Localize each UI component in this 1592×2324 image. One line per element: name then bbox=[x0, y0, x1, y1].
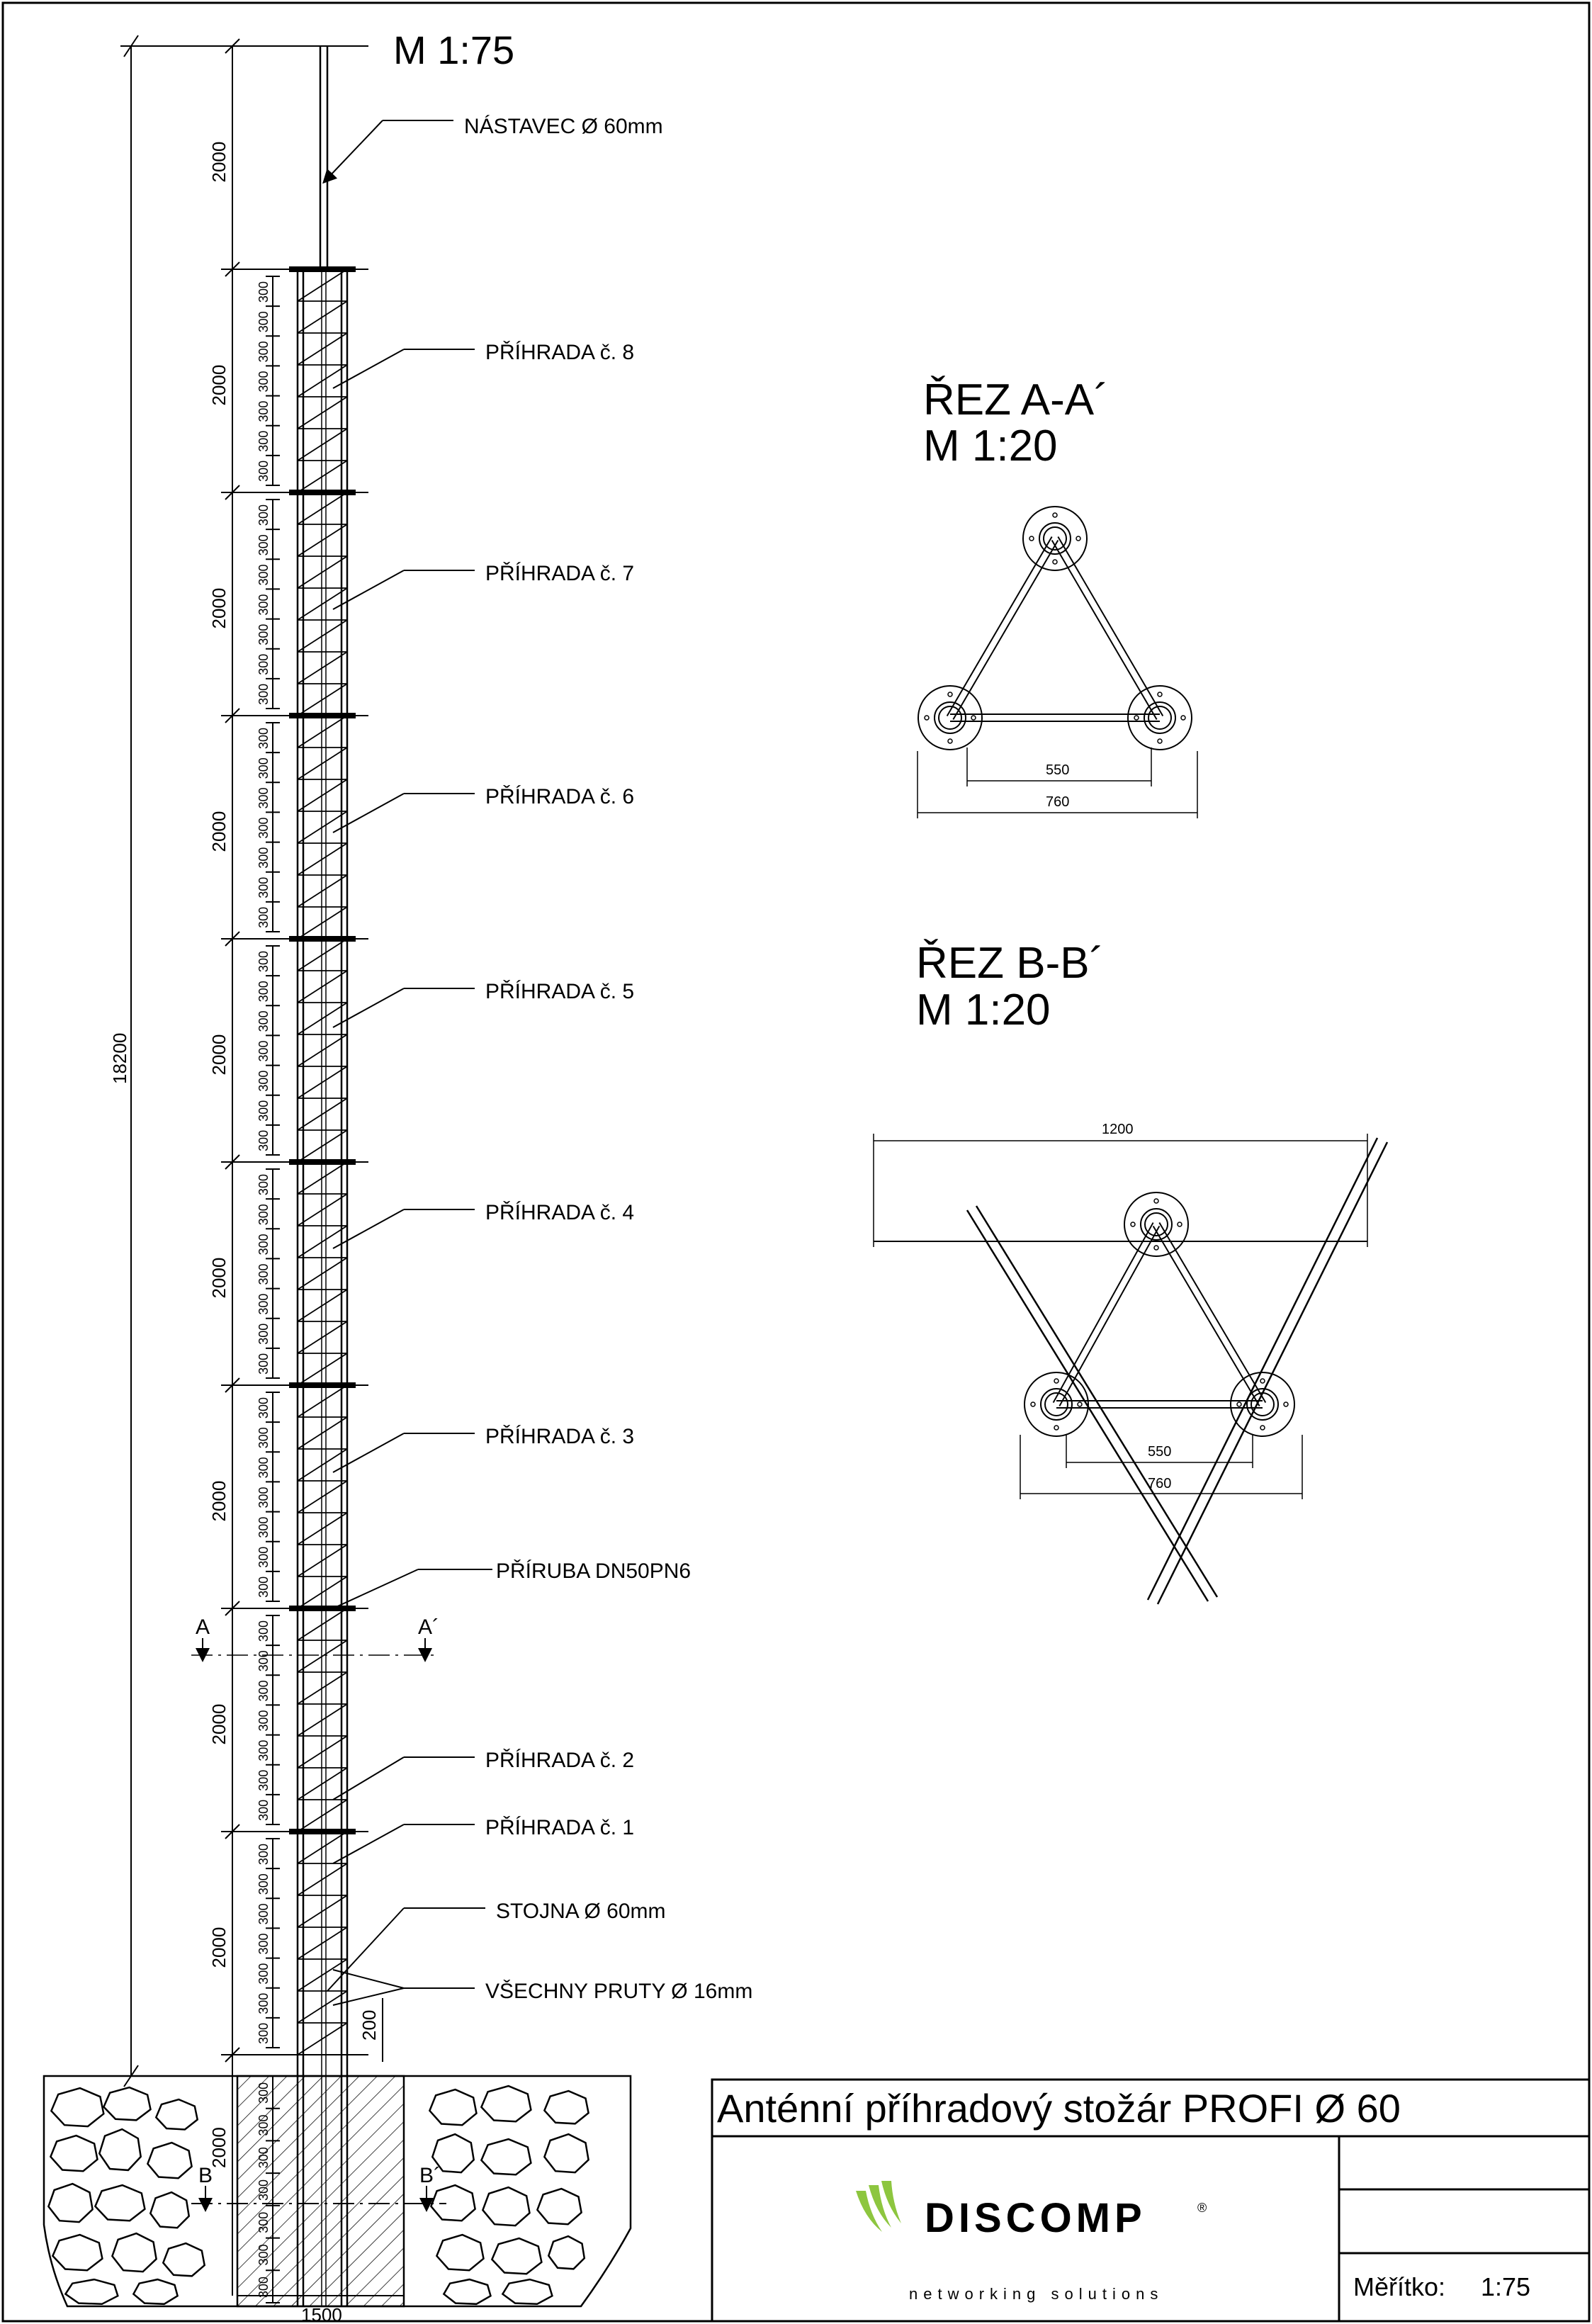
sub-label: 300 bbox=[256, 1040, 271, 1062]
label-flange: PŘÍRUBA DN50PN6 bbox=[496, 1559, 691, 1583]
stone bbox=[481, 2086, 531, 2121]
bb-flange-right-bolt bbox=[1284, 1402, 1288, 1406]
sub-label: 300 bbox=[256, 1100, 271, 1122]
section-b-right: B´ bbox=[419, 2164, 441, 2187]
section-aa-dim-550: 550 bbox=[1046, 762, 1070, 778]
stone bbox=[99, 2129, 140, 2170]
sub-label: 300 bbox=[256, 1323, 271, 1345]
sub-label: 300 bbox=[256, 1293, 271, 1315]
stone bbox=[544, 2134, 588, 2172]
sub-label: 300 bbox=[256, 1129, 271, 1151]
aa-flange-left-bolt bbox=[948, 692, 952, 696]
sub-label: 300 bbox=[256, 1873, 271, 1895]
lattice-diagonal bbox=[298, 907, 347, 939]
lattice-diagonal bbox=[298, 1098, 347, 1130]
sub-label: 300 bbox=[256, 400, 271, 422]
flange-plate bbox=[289, 1606, 356, 1611]
main-scale: M 1:75 bbox=[393, 28, 515, 72]
concrete-footing bbox=[237, 2076, 404, 2306]
lattice-diagonal bbox=[298, 971, 347, 1003]
sub-label: 300 bbox=[256, 906, 271, 928]
label-panel-3: PŘÍHRADA č. 3 bbox=[485, 1425, 635, 1448]
aa-flange-top-bolt bbox=[1076, 536, 1080, 541]
section-aa-scale: M 1:20 bbox=[923, 422, 1058, 470]
segment-label: 2000 bbox=[208, 141, 230, 183]
sub-label: 300 bbox=[256, 787, 271, 809]
bb-flange-top-bolt bbox=[1131, 1222, 1135, 1226]
stone bbox=[502, 2279, 552, 2304]
bb-flange-top-bolt bbox=[1154, 1246, 1158, 1250]
aa-flange-top-bolt bbox=[1053, 560, 1057, 564]
bb-flange-right-bolt bbox=[1260, 1379, 1265, 1383]
aa-flange-left-bolt bbox=[925, 716, 929, 720]
lattice-diagonal bbox=[298, 1991, 347, 2023]
section-bb-dim-1200: 1200 bbox=[1102, 1122, 1134, 1137]
sub-label: 300 bbox=[256, 1174, 271, 1196]
lattice-diagonal bbox=[298, 365, 347, 397]
sub-label: 300 bbox=[256, 1739, 271, 1761]
mast-lattice bbox=[289, 266, 356, 2306]
lattice-diagonal bbox=[298, 1576, 347, 1608]
sub-label: 300 bbox=[256, 1710, 271, 1732]
sub-label: 300 bbox=[256, 653, 271, 675]
panel-leader-diagonal bbox=[333, 1433, 404, 1472]
sub-label: 300 bbox=[256, 847, 271, 869]
lattice-diagonal bbox=[298, 1832, 347, 1863]
sub-label: 300 bbox=[256, 594, 271, 616]
sub-label: 300 bbox=[256, 504, 271, 526]
sub-label: 300 bbox=[256, 728, 271, 750]
lattice-diagonal bbox=[298, 1513, 347, 1545]
aa-flange-left bbox=[918, 686, 982, 750]
aa-flange-right bbox=[1128, 686, 1192, 750]
panel-leader-diagonal bbox=[333, 349, 404, 388]
stone bbox=[492, 2238, 541, 2274]
stone bbox=[51, 2088, 103, 2126]
title-block bbox=[712, 2080, 1589, 2321]
label-extension: NÁSTAVEC Ø 60mm bbox=[464, 115, 663, 138]
lattice-diagonal bbox=[298, 588, 347, 620]
sub-label: 300 bbox=[256, 430, 271, 452]
aa-flange-left-bolt bbox=[948, 739, 952, 743]
discomp-logo-swoosh bbox=[856, 2181, 901, 2232]
stone bbox=[103, 2087, 150, 2120]
sub-label: 300 bbox=[256, 341, 271, 363]
sub-label: 300 bbox=[256, 683, 271, 705]
lattice-diagonal bbox=[298, 397, 347, 429]
lattice-diagonal bbox=[298, 1162, 347, 1194]
lattice-diagonal bbox=[298, 1385, 347, 1417]
lattice-diagonal bbox=[298, 492, 347, 524]
sub-label: 300 bbox=[256, 1903, 271, 1925]
label-panel-2: PŘÍHRADA č. 2 bbox=[485, 1749, 635, 1772]
aa-flange-top bbox=[1023, 507, 1087, 570]
footing-segment-label: 2000 bbox=[208, 2127, 230, 2168]
dim-1500: 1500 bbox=[301, 2304, 342, 2324]
sub-label: 300 bbox=[256, 1427, 271, 1449]
section-bb-dim-760: 760 bbox=[1148, 1476, 1172, 1491]
flange-plate bbox=[289, 490, 356, 495]
stone bbox=[482, 2187, 529, 2226]
label-post: STOJNA Ø 60mm bbox=[496, 1900, 666, 1923]
sub-label: 300 bbox=[256, 1650, 271, 1672]
sub-label: 300 bbox=[256, 876, 271, 898]
label-panel-8: PŘÍHRADA č. 8 bbox=[485, 341, 635, 364]
lower-callouts bbox=[327, 1559, 752, 2005]
stone bbox=[156, 2099, 197, 2129]
lattice-diagonal bbox=[298, 1927, 347, 1959]
sub-label: 300 bbox=[256, 1933, 271, 1955]
sub-label: 300 bbox=[256, 1620, 271, 1642]
bb-flange-top-bolt bbox=[1178, 1222, 1182, 1226]
lattice-diagonal bbox=[298, 1672, 347, 1704]
stone bbox=[544, 2091, 588, 2123]
lattice-diagonal bbox=[298, 875, 347, 907]
stone bbox=[537, 2189, 581, 2224]
aa-flange-right-bolt bbox=[1158, 692, 1162, 696]
lattice-diagonal bbox=[298, 524, 347, 556]
sub-label: 300 bbox=[256, 1992, 271, 2014]
sub-label: 300 bbox=[256, 1070, 271, 1092]
lattice-diagonal bbox=[298, 1066, 347, 1098]
segment-label: 2000 bbox=[208, 1703, 230, 1745]
section-aa-title: ŘEZ A-A´ bbox=[923, 376, 1109, 424]
lattice-diagonal bbox=[298, 269, 347, 301]
lattice-diagonal bbox=[298, 1959, 347, 1991]
segment-label: 2000 bbox=[208, 364, 230, 406]
sub-label: 300 bbox=[256, 1576, 271, 1598]
aa-flange-top-bolt bbox=[1029, 536, 1034, 541]
brand-registered: ® bbox=[1197, 2201, 1207, 2215]
bb-outrigger bbox=[1158, 1142, 1387, 1604]
sub-label: 300 bbox=[256, 1680, 271, 1702]
segment-label: 2000 bbox=[208, 811, 230, 852]
lattice-diagonal bbox=[298, 1130, 347, 1162]
lattice-diagonal bbox=[298, 939, 347, 971]
stone bbox=[95, 2185, 145, 2221]
sub-label: 300 bbox=[256, 1234, 271, 1256]
lattice-diagonal bbox=[298, 1895, 347, 1927]
segment-dimensions bbox=[208, 39, 368, 2303]
section-aa bbox=[918, 376, 1197, 818]
segment-label: 2000 bbox=[208, 1480, 230, 1522]
segment-label: 2000 bbox=[208, 1034, 230, 1076]
aa-flange-top-bolt bbox=[1053, 513, 1057, 517]
lattice-diagonal bbox=[298, 1226, 347, 1258]
stone bbox=[436, 2235, 483, 2270]
sub-label: 300 bbox=[256, 281, 271, 303]
lattice-diagonal bbox=[298, 333, 347, 365]
flange-plate bbox=[289, 713, 356, 718]
stone bbox=[548, 2236, 585, 2269]
sub-label: 300 bbox=[256, 564, 271, 586]
brand-name: DISCOMP bbox=[925, 2195, 1146, 2241]
section-line-a bbox=[191, 1615, 439, 1655]
sub-label: 300 bbox=[256, 1799, 271, 1821]
lattice-diagonal bbox=[298, 556, 347, 588]
aa-flange-right-bolt bbox=[1181, 716, 1185, 720]
sub-label: 300 bbox=[256, 1010, 271, 1032]
lattice-diagonal bbox=[298, 1321, 347, 1353]
sub-label: 300 bbox=[256, 1397, 271, 1419]
aa-flange-right-bolt bbox=[1134, 716, 1139, 720]
dim-200: 200 bbox=[359, 2009, 380, 2041]
section-b-left: B bbox=[198, 2164, 213, 2187]
bb-flange-right bbox=[1231, 1372, 1294, 1436]
scale-value: 1:75 bbox=[1481, 2272, 1531, 2301]
segment-label: 2000 bbox=[208, 587, 230, 629]
lattice-diagonal bbox=[298, 1417, 347, 1449]
lattice-diagonal bbox=[298, 748, 347, 779]
lattice-diagonal bbox=[298, 779, 347, 811]
lattice-diagonal bbox=[298, 1481, 347, 1513]
lattice-diagonal bbox=[298, 1353, 347, 1385]
lattice-diagonal bbox=[298, 1736, 347, 1768]
sub-label: 300 bbox=[256, 534, 271, 556]
sub-label: 300 bbox=[256, 1546, 271, 1568]
flange-plate bbox=[289, 1159, 356, 1165]
section-bb-title: ŘEZ B-B´ bbox=[916, 939, 1105, 988]
stone bbox=[163, 2243, 204, 2276]
lattice-diagonal bbox=[298, 301, 347, 333]
sub-label: 300 bbox=[256, 460, 271, 482]
label-panel-6: PŘÍHRADA č. 6 bbox=[485, 785, 635, 808]
lattice-diagonal bbox=[298, 1449, 347, 1481]
aa-flange-left-bolt bbox=[971, 716, 976, 720]
stone bbox=[112, 2233, 156, 2272]
section-bb bbox=[874, 939, 1387, 1604]
sub-label: 300 bbox=[256, 1263, 271, 1285]
sub-label: 300 bbox=[256, 624, 271, 645]
flange-plate bbox=[289, 1382, 356, 1388]
bb-flange-right-bolt bbox=[1260, 1426, 1265, 1430]
stone bbox=[429, 2089, 476, 2125]
dim-18200: 18200 bbox=[109, 1032, 130, 1084]
lattice-diagonal bbox=[298, 716, 347, 748]
lattice-diagonal bbox=[298, 652, 347, 684]
sub-label: 300 bbox=[256, 1353, 271, 1375]
section-aa-dim-760: 760 bbox=[1046, 794, 1070, 810]
bb-flange-left-bolt bbox=[1054, 1426, 1058, 1430]
lattice-diagonal bbox=[298, 1545, 347, 1576]
label-bars: VŠECHNY PRUTY Ø 16mm bbox=[485, 1980, 753, 2003]
label-panel-4: PŘÍHRADA č. 4 bbox=[485, 1201, 635, 1224]
lattice-diagonal bbox=[298, 1290, 347, 1321]
brace-bar bbox=[1059, 1226, 1159, 1406]
sub-label: 300 bbox=[256, 1204, 271, 1226]
sub-label: 300 bbox=[256, 2022, 271, 2044]
lattice-diagonal bbox=[298, 1863, 347, 1895]
bb-flange-right-bolt bbox=[1237, 1402, 1241, 1406]
lattice-diagonal bbox=[298, 1034, 347, 1066]
callouts bbox=[327, 115, 663, 179]
scale-label: Měřítko: bbox=[1353, 2272, 1446, 2301]
stone bbox=[48, 2184, 92, 2222]
lattice-diagonal bbox=[298, 1194, 347, 1226]
sub-label: 300 bbox=[256, 1844, 271, 1866]
sub-label: 300 bbox=[256, 951, 271, 973]
sub-label: 300 bbox=[256, 1963, 271, 1985]
lattice-diagonal bbox=[298, 620, 347, 652]
bb-flange-left bbox=[1024, 1372, 1088, 1436]
aa-flange-right-bolt bbox=[1158, 739, 1162, 743]
stone bbox=[50, 2136, 97, 2171]
stone bbox=[52, 2235, 102, 2270]
flange-plate bbox=[289, 1829, 356, 1834]
stone bbox=[133, 2279, 177, 2304]
label-panel-1: PŘÍHRADA č. 1 bbox=[485, 1816, 635, 1839]
top-plate bbox=[290, 266, 354, 271]
lattice-diagonal bbox=[298, 2023, 347, 2055]
lattice-diagonal bbox=[298, 1704, 347, 1736]
section-bb-scale: M 1:20 bbox=[916, 986, 1051, 1034]
panel-leader-diagonal bbox=[333, 1209, 404, 1248]
lattice-diagonal bbox=[298, 429, 347, 461]
flange-plate bbox=[289, 936, 356, 942]
ground-foundation bbox=[44, 1998, 631, 2324]
stone bbox=[481, 2139, 531, 2174]
sub-label: 300 bbox=[256, 1457, 271, 1479]
sub-label: 300 bbox=[256, 981, 271, 1003]
bb-flange-left-bolt bbox=[1078, 1402, 1082, 1406]
lattice-diagonal bbox=[298, 1003, 347, 1034]
lattice-diagonal bbox=[298, 461, 347, 492]
stone bbox=[65, 2279, 118, 2304]
lattice-diagonal bbox=[298, 684, 347, 716]
sub-label: 300 bbox=[256, 1487, 271, 1508]
bb-outrigger bbox=[1148, 1138, 1377, 1600]
sub-label: 300 bbox=[256, 371, 271, 393]
lattice-diagonal bbox=[298, 1640, 347, 1672]
stone bbox=[150, 2192, 188, 2228]
label-panel-7: PŘÍHRADA č. 7 bbox=[485, 562, 635, 585]
drawing-title: Anténní příhradový stožár PROFI Ø 60 bbox=[717, 2086, 1401, 2131]
segment-label: 2000 bbox=[208, 1257, 230, 1299]
bb-flange-left-bolt bbox=[1031, 1402, 1035, 1406]
sub-label: 300 bbox=[256, 817, 271, 839]
sub-label: 300 bbox=[256, 1516, 271, 1538]
sub-label: 300 bbox=[256, 757, 271, 779]
bb-flange-top-bolt bbox=[1154, 1199, 1158, 1203]
sub-label: 300 bbox=[256, 1769, 271, 1791]
lattice-diagonal bbox=[298, 1800, 347, 1832]
lattice-diagonal bbox=[298, 1608, 347, 1640]
extension-pole bbox=[319, 46, 329, 269]
brand-tagline: networking solutions bbox=[909, 2285, 1164, 2303]
stone bbox=[147, 2143, 191, 2178]
stone bbox=[444, 2279, 490, 2304]
section-a-right: A´ bbox=[418, 1615, 439, 1639]
lattice-diagonal bbox=[298, 1258, 347, 1290]
lattice-diagonal bbox=[298, 843, 347, 875]
lattice-diagonal bbox=[298, 811, 347, 843]
stone bbox=[431, 2185, 475, 2221]
panel-leader-diagonal bbox=[333, 988, 404, 1027]
section-bb-geometry bbox=[874, 1134, 1387, 1604]
section-a-left: A bbox=[196, 1615, 210, 1639]
bb-flange-top bbox=[1124, 1192, 1188, 1256]
panel-callouts bbox=[333, 341, 634, 1472]
sub-label: 300 bbox=[256, 311, 271, 333]
bb-flange-left-bolt bbox=[1054, 1379, 1058, 1383]
section-bb-dim-550: 550 bbox=[1148, 1444, 1172, 1460]
label-panel-5: PŘÍHRADA č. 5 bbox=[485, 980, 635, 1003]
segment-label: 2000 bbox=[208, 1927, 230, 1968]
